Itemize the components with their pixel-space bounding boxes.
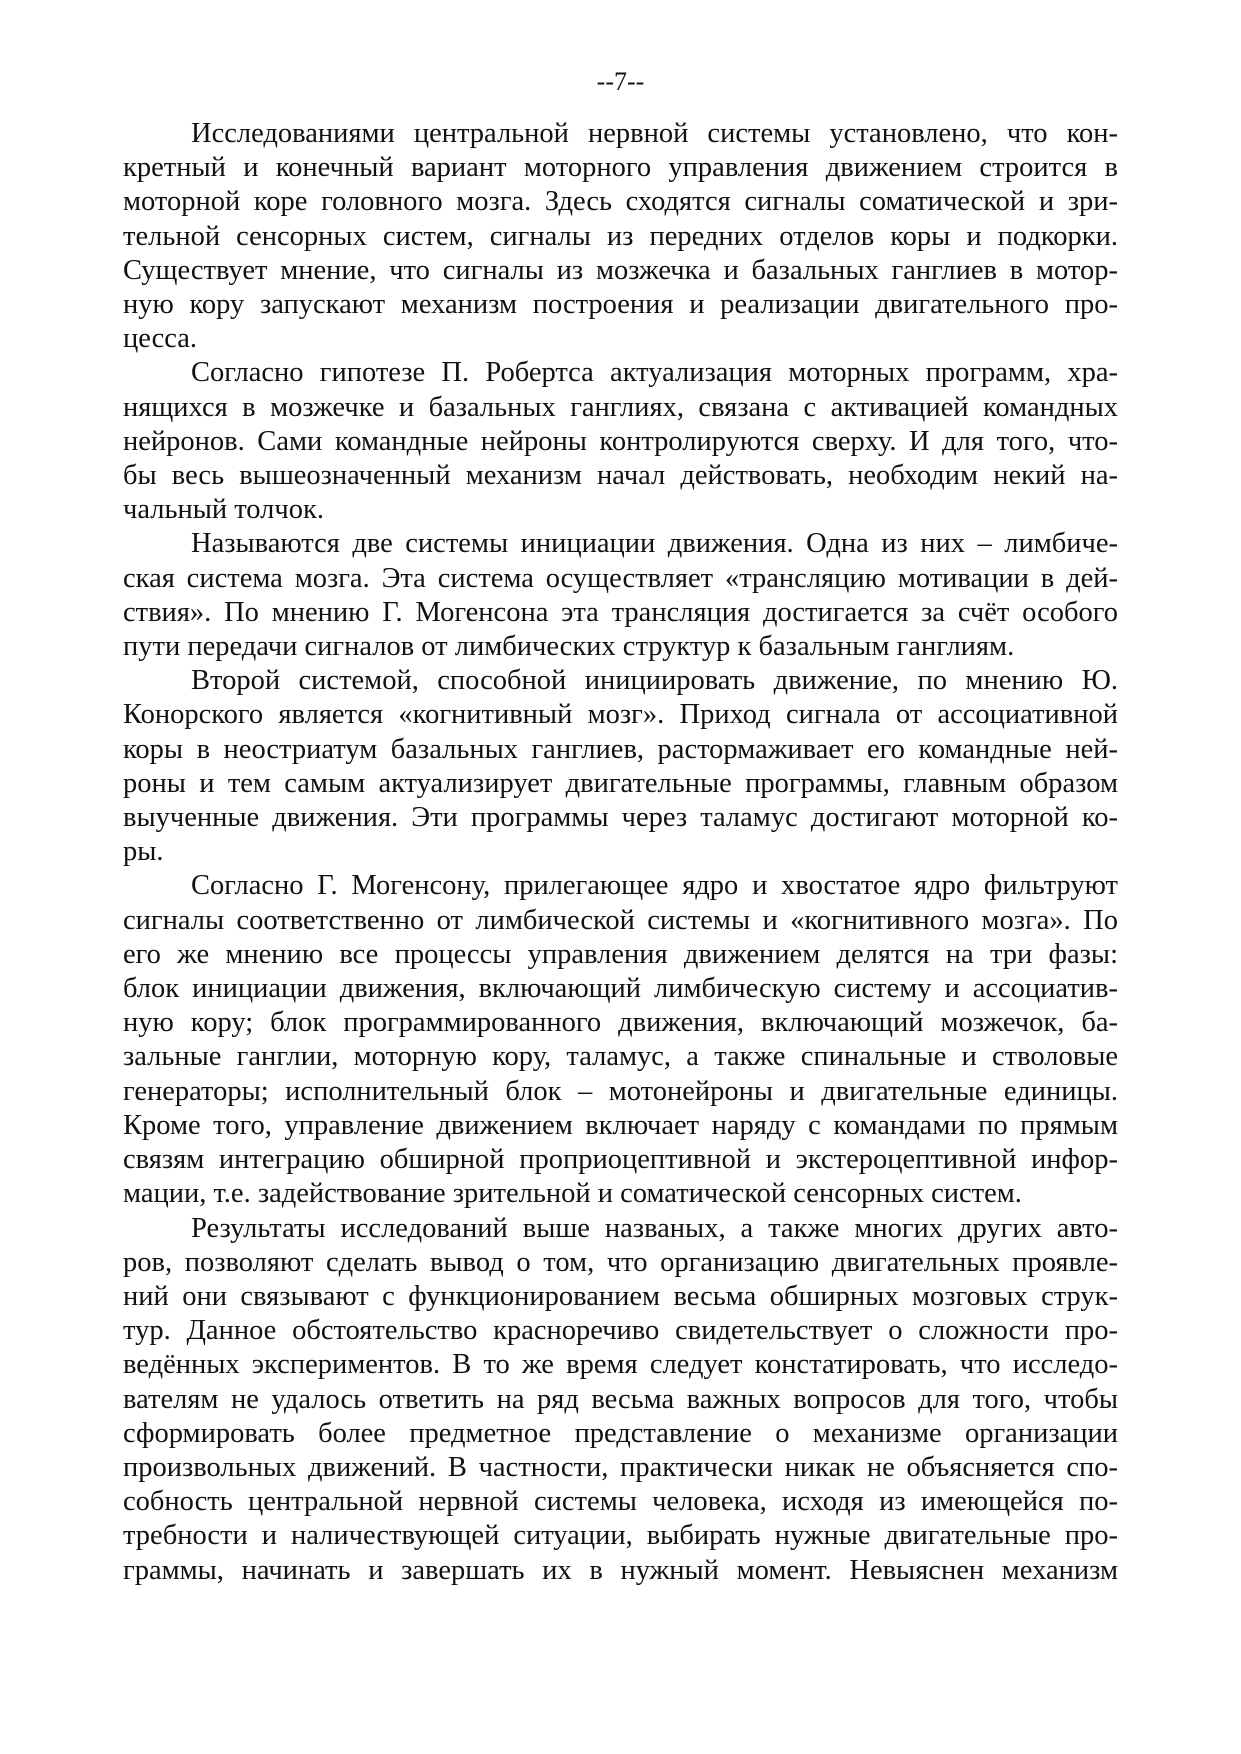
text-line: нящихся в мозжечке и базальных ганглиях, связана с активацией командных	[123, 391, 1118, 423]
text-line: Второй системой, способной инициировать движение, по мнению Ю.	[191, 665, 1118, 697]
text-line: бы весь вышеозначенный механизм начал действовать, необходим некий на-	[123, 460, 1118, 492]
text-line: ную кору; блок программированного движения, включающий мозжечок, ба-	[123, 1007, 1118, 1039]
text-line: собность центральной нервной системы человека, исходя из имеющейся по-	[123, 1486, 1118, 1518]
text-line: мации, т.е. задействование зрительной и соматической сенсорных систем.	[123, 1178, 1022, 1210]
text-line: граммы, начинать и завершать их в нужный момент. Невыяснен механизм	[123, 1554, 1118, 1586]
text-line: Согласно гипотезе П. Робертса актуализация моторных программ, хра-	[191, 357, 1118, 389]
text-line: ствия». По мнению Г. Могенсона эта трансляция достигается за счёт особого	[123, 596, 1118, 628]
paragraph	[123, 1212, 1118, 1588]
document-body	[123, 117, 1118, 1588]
text-line: ров, позволяют сделать вывод о том, что организацию двигательных проявле-	[123, 1246, 1118, 1278]
text-line: блок инициации движения, включающий лимбическую систему и ассоциатив-	[123, 973, 1118, 1005]
text-line: тур. Данное обстоятельство красноречиво свидетельствует о сложности про-	[123, 1315, 1118, 1347]
text-line: Согласно Г. Могенсону, прилегающее ядро и хвостатое ядро фильтруют	[191, 870, 1118, 902]
text-line: требности и наличествующей ситуации, выбирать нужные двигательные про-	[123, 1520, 1118, 1552]
text-line: коры в неостриатум базальных ганглиев, растормаживает его командные ней-	[123, 733, 1118, 765]
text-line: сигналы соответственно от лимбической системы и «когнитивного мозга». По	[123, 904, 1118, 936]
text-line: кретный и конечный вариант моторного управления движением строится в	[123, 152, 1118, 184]
text-line: его же мнению все процессы управления движением делятся на три фазы:	[123, 938, 1118, 970]
text-line: Называются две системы инициации движения. Одна из них – лимбиче-	[191, 528, 1118, 560]
page-number: --7--	[596, 67, 645, 96]
paragraph	[123, 869, 1118, 1211]
text-line: генераторы; исполнительный блок – мотонейроны и двигательные единицы.	[123, 1075, 1118, 1107]
paragraph	[123, 356, 1118, 527]
text-line: цесса.	[123, 323, 198, 355]
text-line: Результаты исследований выше названых, а также многих других авто-	[191, 1212, 1118, 1244]
text-line: нейронов. Сами командные нейроны контролируются сверху. И для того, что-	[123, 425, 1118, 457]
text-line: ную кору запускают механизм построения и реализации двигательного про-	[123, 289, 1118, 321]
paragraph	[123, 527, 1118, 664]
text-line: роны и тем самым актуализирует двигательные программы, главным образом	[123, 767, 1118, 799]
text-line: ры.	[123, 836, 164, 868]
text-line: вателям не удалось ответить на ряд весьма важных вопросов для того, чтобы	[123, 1383, 1118, 1415]
text-line: тельной сенсорных систем, сигналы из передних отделов коры и подкорки.	[123, 220, 1118, 252]
paragraph	[123, 664, 1118, 869]
text-line: выученные движения. Эти программы через таламус достигают моторной ко-	[123, 802, 1118, 834]
text-line: пути передачи сигналов от лимбических структур к базальным ганглиям.	[123, 631, 1015, 663]
text-line: произвольных движений. В частности, практически никак не объясняется спо-	[123, 1451, 1118, 1483]
text-line: моторной коре головного мозга. Здесь сходятся сигналы соматической и зри-	[123, 186, 1118, 218]
text-line: Конорского является «когнитивный мозг». Приход сигнала от ассоциативной	[123, 699, 1118, 731]
paragraph	[123, 117, 1118, 356]
text-line: ская система мозга. Эта система осуществляет «трансляцию мотивации в дей-	[123, 562, 1118, 594]
text-line: сформировать более предметное представление о механизме организации	[123, 1417, 1118, 1449]
text-line: чальный толчок.	[123, 494, 324, 526]
text-line: зальные ганглии, моторную кору, таламус, а также спинальные и стволовые	[123, 1041, 1118, 1073]
text-line: Существует мнение, что сигналы из мозжечка и базальных ганглиев в мотор-	[123, 254, 1118, 286]
text-line: ний они связывают с функционированием весьма обширных мозговых струк-	[123, 1280, 1118, 1312]
text-line: Кроме того, управление движением включает наряду с командами по прямым	[123, 1109, 1118, 1141]
text-line: связям интеграцию обширной проприоцептивной и экстероцептивной инфор-	[123, 1144, 1118, 1176]
text-line: ведённых экспериментов. В то же время следует констатировать, что исследо-	[123, 1349, 1118, 1381]
text-line: Исследованиями центральной нервной системы установлено, что кон-	[191, 118, 1118, 149]
